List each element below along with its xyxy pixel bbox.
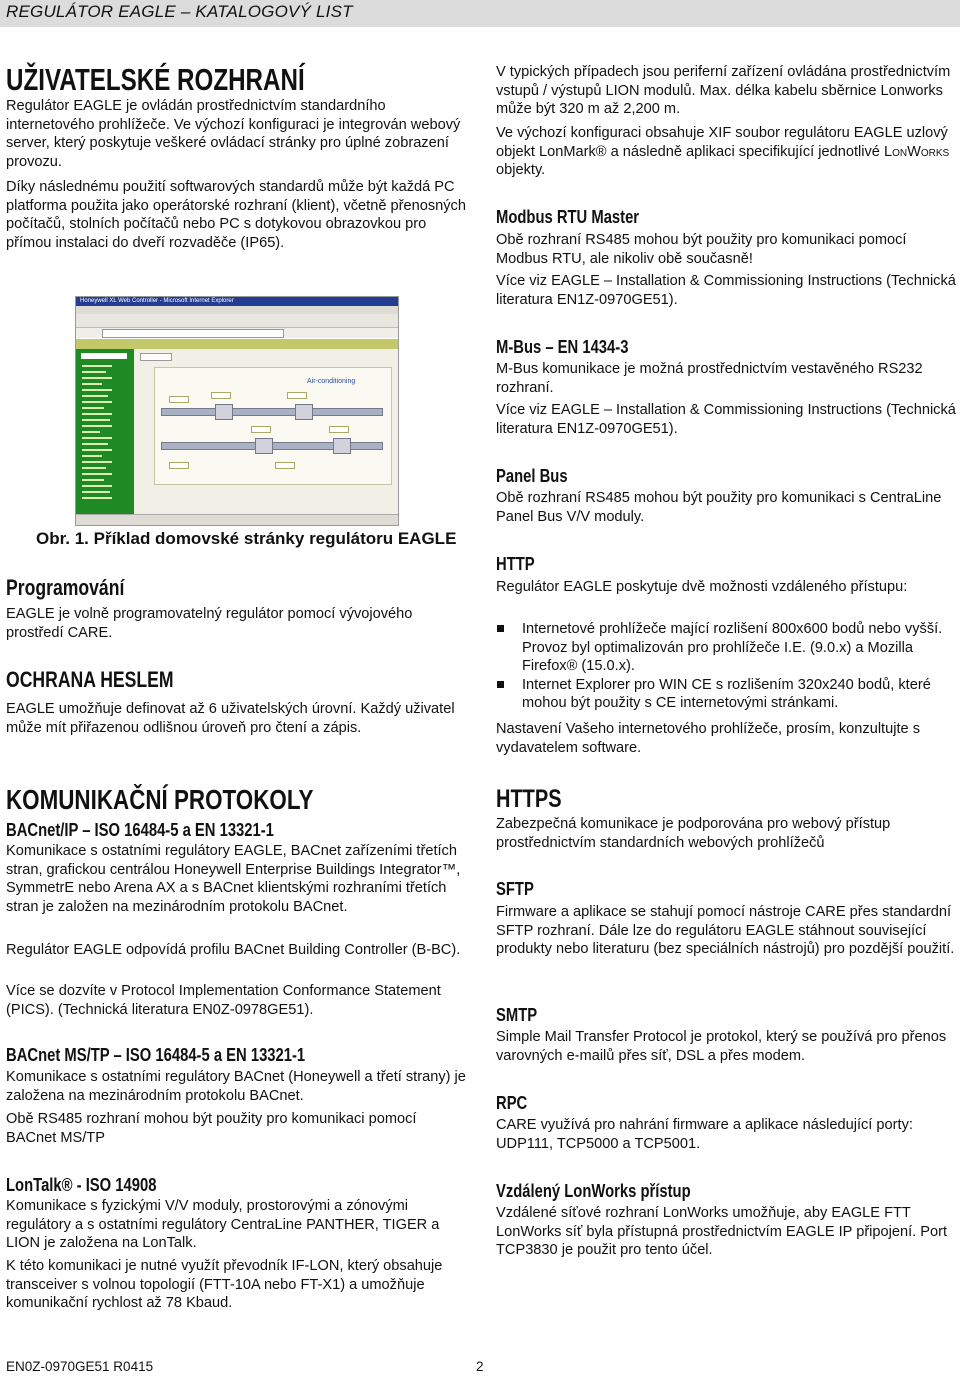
- lonworks-smallcaps: LonWorks: [883, 143, 950, 160]
- subheading-sftp: SFTP: [496, 878, 534, 899]
- paragraph: K této komunikaci je nutné využít převodník IF-LON, který obsahuje transceiver s volnou topologií (FTT-10A nebo FT-X1) a umožňuje komunikační rychlost až 78 Kbaud.: [6, 1258, 443, 1312]
- section-title-programming: Programování: [6, 575, 125, 600]
- paragraph: Obě rozhraní RS485 mohou být použity pro komunikaci s CentraLine Panel Bus V/V moduly.: [496, 490, 942, 525]
- paragraph: Více viz EAGLE – Installation & Commissioning Instructions (Technická literatura EN1Z-0970GE51).: [496, 402, 956, 437]
- section-title-password: OCHRANA HESLEM: [6, 667, 174, 692]
- footer-page-number: 2: [476, 1359, 484, 1374]
- browser-toolbar: [76, 314, 398, 328]
- paragraph: Zabezpečná komunikace je podporována pro webový přístup prostřednictvím standardních webových prohlížečů: [496, 816, 891, 851]
- subheading-smtp: SMTP: [496, 1004, 538, 1025]
- paragraph: EAGLE je volně programovatelný regulátor pomocí vývojového prostředí CARE.: [6, 606, 413, 641]
- schematic-panel: [134, 349, 398, 515]
- controller-header-band: [76, 339, 398, 349]
- paragraph: Díky následnému použití softwarových standardů může být každá PC platforma použita jako operátorské rozhraní (klient), včetně přenosných počítačů, stolních počítačů nebo PC s dotykovou obrazovkou pro přímou instalaci do dveří rozvaděče (IP65).: [6, 179, 466, 251]
- figure-caption: Obr. 1. Příklad domovské stránky regulátoru EAGLE: [36, 529, 457, 548]
- figure-web-controller-screenshot: [75, 296, 399, 526]
- paragraph: [496, 124, 956, 180]
- paragraph: Komunikace s fyzickými V/V moduly, prostorovými a zónovými regulátory a s ostatními regulátory CentraLine PANTHER, TIGER a LION je založena na LonTalk.: [6, 1198, 440, 1252]
- paragraph: Regulátor EAGLE odpovídá profilu BACnet Building Controller (B-BC).: [6, 942, 461, 958]
- paragraph: Nastavení Vašeho internetového prohlížeče, prosím, konzultujte s vydavatelem software.: [496, 721, 920, 756]
- section-title-user-interface: UŽIVATELSKÉ ROZHRANÍ: [6, 62, 305, 97]
- paragraph: Simple Mail Transfer Protocol je protokol, který se používá pro přenos varovných e-mailů přes síť, DSL a přes modem.: [496, 1029, 947, 1064]
- browser-status-bar: [76, 514, 398, 525]
- text: objekty.: [496, 162, 546, 179]
- browser-address-bar: [76, 328, 398, 338]
- footer-doc-id: EN0Z-0970GE51 R0415: [6, 1359, 154, 1374]
- air-conditioning-schematic: [154, 367, 392, 485]
- page-header: [0, 0, 960, 27]
- browser-menu-bar: [76, 306, 398, 314]
- subheading-mbus: M-Bus – EN 1434-3: [496, 336, 629, 357]
- paragraph: Komunikace s ostatními regulátory EAGLE, BACnet zařízeními třetích stran, grafickou centrálou Honeywell Enterprise Buildings Integrator™, SymmetrE nebo Arena AX a s BACnet klientskými rozhraními třetích stran je založen na mezinárodním protokolu BACnet.: [6, 843, 461, 915]
- paragraph: Komunikace s ostatními regulátory BACnet (Honeywell a třetí strany) je založena na mezinárodním protokolu BACnet.: [6, 1069, 466, 1104]
- section-title-https: HTTPS: [496, 785, 562, 813]
- subheading-remote-lonworks: Vzdálený LonWorks přístup: [496, 1180, 691, 1201]
- browser-title-bar: [76, 297, 398, 306]
- paragraph: Obě RS485 rozhraní mohou být použity pro komunikaci pomocí BACnet MS/TP: [6, 1111, 417, 1146]
- http-options-list: [496, 620, 956, 713]
- paragraph: Více se dozvíte v Protocol Implementation Conformance Statement (PICS). (Technická literatura EN0Z-0978GE51).: [6, 983, 441, 1018]
- header-title: REGULÁTOR EAGLE – KATALOGOVÝ LIST: [6, 2, 353, 21]
- paragraph: Vzdálené síťové rozhraní LonWorks umožňuje, aby EAGLE FTT LonWorks síť byla přístupná prostřednictvím EAGLE IP připojení. Port TCP3830 je použit pro tento účel.: [496, 1205, 948, 1259]
- subheading-bacnet-ip: BACnet/IP – ISO 16484-5 a EN 13321-1: [6, 819, 274, 840]
- paragraph: Více viz EAGLE – Installation & Commissioning Instructions (Technická literatura EN1Z-0970GE51).: [496, 273, 956, 308]
- paragraph: V typických případech jsou periferní zařízení ovládána prostřednictvím vstupů / výstupů LION modulů. Max. délka kabelu sběrnice Lonworks může být 320 m až 2,200 m.: [496, 64, 951, 118]
- subheading-bacnet-mstp: BACnet MS/TP – ISO 16484-5 a EN 13321-1: [6, 1044, 306, 1065]
- list-item: Internet Explorer pro WIN CE s rozlišením 320x240 bodů, které mohou být použity s CE internetovými stránkami.: [496, 676, 956, 713]
- navigation-tree: [76, 349, 134, 515]
- list-item: Internetové prohlížeče mající rozlišení 800x600 bodů nebo vyšší. Provoz byl optimalizován pro prohlížeče I.E. (9.0.x) a Mozilla Firefox® (15.0.x).: [496, 620, 956, 676]
- paragraph: Regulátor EAGLE poskytuje dvě možnosti vzdáleného přístupu:: [496, 579, 908, 595]
- paragraph: CARE využívá pro nahrání firmware a aplikace následující porty: UDP111, TCP5000 a TCP5001.: [496, 1117, 913, 1152]
- paragraph: M-Bus komunikace je možná prostřednictvím vestavěného RS232 rozhraní.: [496, 361, 923, 396]
- text: Ve výchozí konfiguraci obsahuje XIF soubor regulátoru EAGLE uzlový objekt LonMark® a následně aplikaci specifikující jednotlivé: [496, 125, 948, 160]
- subheading-rpc: RPC: [496, 1092, 528, 1113]
- paragraph: Firmware a aplikace se stahují pomocí nástroje CARE přes standardní SFTP rozhraní. Dále lze do regulátoru EAGLE stáhnout související produkty nebo literaturu (bez speciálních nástrojů) pro pozdější použití.: [496, 904, 955, 958]
- browser-window-title: Honeywell XL Web Controller - Microsoft Internet Explorer: [80, 298, 234, 304]
- subheading-http: HTTP: [496, 553, 535, 574]
- section-title-protocols: KOMUNIKAČNÍ PROTOKOLY: [6, 784, 314, 815]
- subheading-lontalk: LonTalk® - ISO 14908: [6, 1174, 157, 1195]
- paragraph: EAGLE umožňuje definovat až 6 uživatelských úrovní. Každý uživatel může mít přiřazenou odlišnou úroveň pro čtení a zápis.: [6, 701, 455, 736]
- paragraph: Regulátor EAGLE je ovládán prostřednictvím standardního internetového prohlížeče. Ve výchozí konfiguraci je integrován webový server, který poskytuje veškeré ovládací stránky pro úplné zobrazení provozu.: [6, 98, 461, 170]
- subheading-modbus: Modbus RTU Master: [496, 206, 640, 227]
- paragraph: Obě rozhraní RS485 mohou být použity pro komunikaci pomocí Modbus RTU, ale nikoliv obě současně!: [496, 232, 907, 267]
- schematic-label: Air-conditioning: [307, 378, 356, 385]
- subheading-panel-bus: Panel Bus: [496, 465, 568, 486]
